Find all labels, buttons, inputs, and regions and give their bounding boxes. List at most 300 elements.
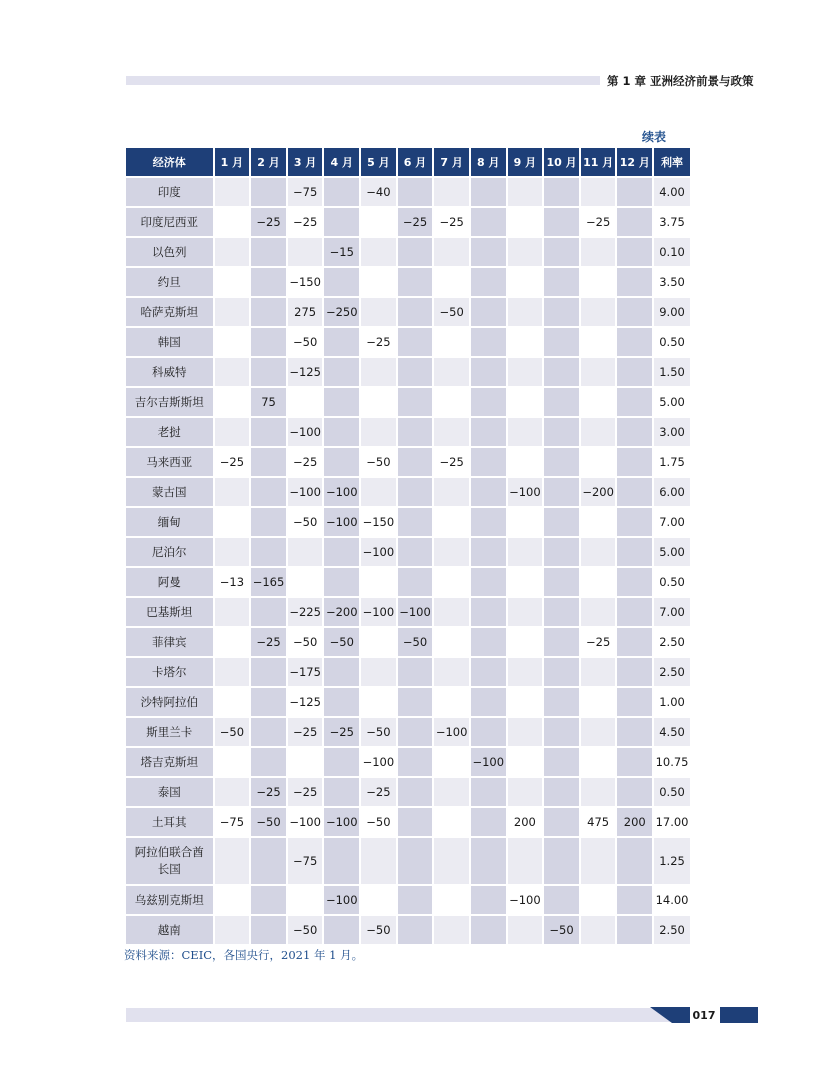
month-change-cell — [617, 238, 652, 266]
month-change-cell — [215, 388, 250, 416]
month-change-cell — [215, 778, 250, 806]
economy-name: 科威特 — [126, 358, 213, 386]
month-change-cell — [398, 568, 433, 596]
month-change-cell: −25 — [324, 718, 359, 746]
month-change-cell: −150 — [288, 268, 323, 296]
month-change-cell — [251, 358, 286, 386]
month-change-cell: −175 — [288, 658, 323, 686]
month-change-cell: −13 — [215, 568, 250, 596]
policy-rate-cell: 0.50 — [654, 778, 690, 806]
month-change-cell — [398, 298, 433, 326]
month-change-cell: −100 — [361, 538, 396, 566]
column-header-rate: 利率 — [654, 148, 690, 176]
economy-name: 阿拉伯联合酋长国 — [126, 838, 213, 884]
month-change-cell — [398, 508, 433, 536]
month-change-cell — [251, 448, 286, 476]
month-change-cell: −50 — [215, 718, 250, 746]
column-header-month: 4 月 — [324, 148, 359, 176]
month-change-cell — [434, 538, 469, 566]
economy-name: 吉尔吉斯斯坦 — [126, 388, 213, 416]
economy-name: 土耳其 — [126, 808, 213, 836]
month-change-cell — [581, 838, 616, 884]
month-change-cell — [398, 808, 433, 836]
policy-rate-cell: 0.50 — [654, 568, 690, 596]
month-change-cell — [508, 916, 543, 944]
month-change-cell — [471, 328, 506, 356]
economy-name: 越南 — [126, 916, 213, 944]
month-change-cell — [508, 688, 543, 716]
policy-rate-cell: 1.00 — [654, 688, 690, 716]
month-change-cell: −25 — [434, 448, 469, 476]
policy-rate-cell: 6.00 — [654, 478, 690, 506]
column-header-month: 7 月 — [434, 148, 469, 176]
column-header-month: 5 月 — [361, 148, 396, 176]
policy-rate-cell: 3.50 — [654, 268, 690, 296]
month-change-cell — [508, 328, 543, 356]
month-change-cell — [508, 448, 543, 476]
month-change-cell: −25 — [581, 628, 616, 656]
month-change-cell — [398, 448, 433, 476]
month-change-cell: −100 — [324, 886, 359, 914]
month-change-cell — [251, 886, 286, 914]
month-change-cell — [361, 658, 396, 686]
month-change-cell — [508, 508, 543, 536]
policy-rate-cell: 1.50 — [654, 358, 690, 386]
column-header-month: 1 月 — [215, 148, 250, 176]
economy-name: 以色列 — [126, 238, 213, 266]
month-change-cell — [215, 598, 250, 626]
month-change-cell — [581, 658, 616, 686]
month-change-cell: −100 — [288, 418, 323, 446]
month-change-cell — [398, 658, 433, 686]
policy-rate-cell: 7.00 — [654, 598, 690, 626]
month-change-cell — [434, 388, 469, 416]
month-change-cell — [471, 508, 506, 536]
month-change-cell — [324, 658, 359, 686]
month-change-cell — [324, 778, 359, 806]
column-header-month: 3 月 — [288, 148, 323, 176]
month-change-cell — [544, 748, 579, 776]
month-change-cell — [434, 358, 469, 386]
month-change-cell — [398, 748, 433, 776]
policy-rate-cell: 9.00 — [654, 298, 690, 326]
month-change-cell — [215, 478, 250, 506]
month-change-cell — [398, 838, 433, 884]
table-row — [126, 448, 690, 476]
month-change-cell — [215, 238, 250, 266]
month-change-cell — [617, 448, 652, 476]
economy-name: 乌兹别克斯坦 — [126, 886, 213, 914]
month-change-cell — [581, 268, 616, 296]
month-change-cell — [215, 838, 250, 884]
month-change-cell — [544, 238, 579, 266]
table-row — [126, 838, 690, 884]
month-change-cell — [544, 418, 579, 446]
continued-label: 续表 — [642, 130, 667, 144]
month-change-cell — [617, 598, 652, 626]
month-change-cell — [471, 298, 506, 326]
month-change-cell: 75 — [251, 388, 286, 416]
header-bar — [126, 76, 600, 85]
month-change-cell — [324, 688, 359, 716]
table-header-row — [126, 148, 690, 176]
month-change-cell — [434, 628, 469, 656]
month-change-cell — [361, 418, 396, 446]
month-change-cell — [398, 238, 433, 266]
month-change-cell — [544, 388, 579, 416]
month-change-cell: −50 — [361, 808, 396, 836]
month-change-cell — [581, 298, 616, 326]
table-row — [126, 808, 690, 836]
month-change-cell: −50 — [434, 298, 469, 326]
economy-name: 菲律宾 — [126, 628, 213, 656]
month-change-cell: −100 — [471, 748, 506, 776]
economy-name: 斯里兰卡 — [126, 718, 213, 746]
month-change-cell — [288, 388, 323, 416]
economy-name: 泰国 — [126, 778, 213, 806]
table-row — [126, 358, 690, 386]
table-row — [126, 508, 690, 536]
month-change-cell — [617, 748, 652, 776]
month-change-cell — [434, 478, 469, 506]
month-change-cell — [508, 358, 543, 386]
month-change-cell — [434, 916, 469, 944]
month-change-cell: −50 — [398, 628, 433, 656]
month-change-cell: −25 — [398, 208, 433, 236]
month-change-cell: −25 — [434, 208, 469, 236]
column-header-month: 11 月 — [581, 148, 616, 176]
policy-rate-cell: 10.75 — [654, 748, 690, 776]
month-change-cell: −225 — [288, 598, 323, 626]
policy-rate-cell: 2.50 — [654, 658, 690, 686]
month-change-cell: −100 — [361, 748, 396, 776]
month-change-cell — [617, 628, 652, 656]
month-change-cell — [581, 388, 616, 416]
month-change-cell — [508, 628, 543, 656]
policy-rate-cell: 3.75 — [654, 208, 690, 236]
month-change-cell — [617, 178, 652, 206]
month-change-cell: −40 — [361, 178, 396, 206]
month-change-cell — [617, 358, 652, 386]
month-change-cell — [617, 916, 652, 944]
month-change-cell — [251, 478, 286, 506]
month-change-cell — [581, 688, 616, 716]
month-change-cell — [434, 178, 469, 206]
month-change-cell: −100 — [508, 478, 543, 506]
month-change-cell — [471, 886, 506, 914]
policy-rate-cell: 14.00 — [654, 886, 690, 914]
month-change-cell — [471, 538, 506, 566]
economy-name: 哈萨克斯坦 — [126, 298, 213, 326]
month-change-cell — [471, 688, 506, 716]
month-change-cell — [251, 916, 286, 944]
month-change-cell — [215, 358, 250, 386]
month-change-cell — [434, 328, 469, 356]
month-change-cell — [398, 358, 433, 386]
month-change-cell — [471, 448, 506, 476]
month-change-cell — [617, 778, 652, 806]
table-row — [126, 298, 690, 326]
month-change-cell — [508, 778, 543, 806]
policy-rate-cell: 0.50 — [654, 328, 690, 356]
month-change-cell — [398, 916, 433, 944]
month-change-cell — [544, 568, 579, 596]
month-change-cell — [471, 478, 506, 506]
table-row — [126, 388, 690, 416]
table-row — [126, 916, 690, 944]
month-change-cell — [471, 238, 506, 266]
month-change-cell — [215, 298, 250, 326]
month-change-cell: −200 — [581, 478, 616, 506]
month-change-cell — [544, 298, 579, 326]
month-change-cell — [215, 658, 250, 686]
month-change-cell — [617, 388, 652, 416]
month-change-cell — [215, 748, 250, 776]
month-change-cell — [288, 886, 323, 914]
economy-name: 蒙古国 — [126, 478, 213, 506]
month-change-cell — [508, 268, 543, 296]
month-change-cell — [544, 808, 579, 836]
economy-name: 缅甸 — [126, 508, 213, 536]
month-change-cell — [471, 268, 506, 296]
month-change-cell — [544, 358, 579, 386]
month-change-cell — [544, 208, 579, 236]
month-change-cell: −25 — [288, 448, 323, 476]
month-change-cell — [434, 598, 469, 626]
month-change-cell — [508, 298, 543, 326]
month-change-cell: −100 — [288, 478, 323, 506]
month-change-cell — [215, 328, 250, 356]
month-change-cell: −25 — [251, 208, 286, 236]
month-change-cell — [251, 178, 286, 206]
month-change-cell — [617, 658, 652, 686]
month-change-cell — [361, 886, 396, 914]
economy-name: 巴基斯坦 — [126, 598, 213, 626]
economy-name: 马来西亚 — [126, 448, 213, 476]
month-change-cell — [324, 178, 359, 206]
page-number: 017 — [692, 1009, 716, 1022]
month-change-cell — [544, 718, 579, 746]
month-change-cell — [398, 418, 433, 446]
month-change-cell — [508, 838, 543, 884]
month-change-cell — [251, 688, 286, 716]
month-change-cell — [288, 748, 323, 776]
month-change-cell: −200 — [324, 598, 359, 626]
month-change-cell — [617, 508, 652, 536]
month-change-cell — [581, 178, 616, 206]
month-change-cell — [617, 268, 652, 296]
month-change-cell — [544, 598, 579, 626]
month-change-cell — [508, 658, 543, 686]
month-change-cell — [544, 508, 579, 536]
month-change-cell — [508, 418, 543, 446]
economy-name: 约旦 — [126, 268, 213, 296]
month-change-cell — [471, 598, 506, 626]
month-change-cell — [361, 628, 396, 656]
month-change-cell: −25 — [288, 718, 323, 746]
month-change-cell — [324, 538, 359, 566]
month-change-cell: −50 — [361, 448, 396, 476]
policy-rate-cell: 0.10 — [654, 238, 690, 266]
month-change-cell — [361, 358, 396, 386]
month-change-cell — [434, 418, 469, 446]
month-change-cell — [361, 688, 396, 716]
month-change-cell — [398, 886, 433, 914]
month-change-cell — [434, 748, 469, 776]
source-note: 资料来源：CEIC，各国央行，2021 年 1 月。 — [124, 948, 364, 962]
month-change-cell — [471, 808, 506, 836]
policy-rate-cell: 7.00 — [654, 508, 690, 536]
month-change-cell — [581, 718, 616, 746]
month-change-cell — [251, 508, 286, 536]
month-change-cell — [398, 688, 433, 716]
column-header-month: 12 月 — [617, 148, 652, 176]
month-change-cell — [434, 658, 469, 686]
month-change-cell — [324, 568, 359, 596]
month-change-cell: 200 — [617, 808, 652, 836]
policy-rate-cell: 1.25 — [654, 838, 690, 884]
month-change-cell — [581, 358, 616, 386]
month-change-cell — [471, 178, 506, 206]
economy-name: 卡塔尔 — [126, 658, 213, 686]
month-change-cell — [471, 628, 506, 656]
month-change-cell — [434, 688, 469, 716]
interest-rate-table — [124, 146, 692, 946]
table-row — [126, 538, 690, 566]
month-change-cell — [398, 718, 433, 746]
table-row — [126, 628, 690, 656]
month-change-cell — [324, 748, 359, 776]
month-change-cell — [508, 538, 543, 566]
month-change-cell — [471, 568, 506, 596]
month-change-cell — [471, 418, 506, 446]
table-row — [126, 568, 690, 596]
month-change-cell — [434, 268, 469, 296]
month-change-cell — [581, 778, 616, 806]
policy-rate-cell: 5.00 — [654, 388, 690, 416]
table-row — [126, 718, 690, 746]
month-change-cell: −50 — [288, 628, 323, 656]
table-row — [126, 778, 690, 806]
month-change-cell — [398, 268, 433, 296]
month-change-cell — [398, 178, 433, 206]
month-change-cell: −50 — [324, 628, 359, 656]
footer-end-block — [720, 1007, 758, 1023]
month-change-cell — [215, 916, 250, 944]
economy-name: 印度 — [126, 178, 213, 206]
month-change-cell — [251, 268, 286, 296]
month-change-cell — [434, 778, 469, 806]
month-change-cell: −25 — [215, 448, 250, 476]
table-row — [126, 208, 690, 236]
month-change-cell — [324, 418, 359, 446]
month-change-cell — [251, 718, 286, 746]
table-body — [126, 178, 690, 944]
month-change-cell — [215, 178, 250, 206]
month-change-cell: −25 — [288, 208, 323, 236]
table-row — [126, 178, 690, 206]
month-change-cell — [398, 778, 433, 806]
month-change-cell — [617, 568, 652, 596]
month-change-cell — [544, 658, 579, 686]
month-change-cell: −250 — [324, 298, 359, 326]
month-change-cell: −100 — [361, 598, 396, 626]
month-change-cell — [324, 268, 359, 296]
month-change-cell — [617, 688, 652, 716]
economy-name: 尼泊尔 — [126, 538, 213, 566]
month-change-cell — [617, 886, 652, 914]
policy-rate-cell: 4.00 — [654, 178, 690, 206]
month-change-cell — [508, 568, 543, 596]
month-change-cell — [361, 568, 396, 596]
month-change-cell — [324, 328, 359, 356]
table-row — [126, 658, 690, 686]
month-change-cell — [324, 838, 359, 884]
month-change-cell — [508, 238, 543, 266]
month-change-cell: −15 — [324, 238, 359, 266]
month-change-cell — [581, 886, 616, 914]
month-change-cell: −25 — [361, 778, 396, 806]
month-change-cell: −25 — [251, 778, 286, 806]
month-change-cell — [434, 808, 469, 836]
month-change-cell — [544, 838, 579, 884]
month-change-cell — [508, 208, 543, 236]
month-change-cell — [288, 238, 323, 266]
month-change-cell: −25 — [361, 328, 396, 356]
month-change-cell — [544, 478, 579, 506]
column-header-economy: 经济体 — [126, 148, 213, 176]
month-change-cell: −50 — [251, 808, 286, 836]
month-change-cell — [544, 178, 579, 206]
month-change-cell: −50 — [361, 718, 396, 746]
month-change-cell — [324, 388, 359, 416]
month-change-cell — [617, 838, 652, 884]
policy-rate-cell: 2.50 — [654, 916, 690, 944]
month-change-cell — [215, 688, 250, 716]
economy-name: 塔吉克斯坦 — [126, 748, 213, 776]
month-change-cell — [471, 838, 506, 884]
month-change-cell — [544, 328, 579, 356]
table-row — [126, 268, 690, 296]
policy-rate-cell: 17.00 — [654, 808, 690, 836]
economy-name: 沙特阿拉伯 — [126, 688, 213, 716]
month-change-cell — [251, 838, 286, 884]
month-change-cell: −75 — [215, 808, 250, 836]
month-change-cell — [251, 328, 286, 356]
policy-rate-cell: 1.75 — [654, 448, 690, 476]
policy-rate-cell: 5.00 — [654, 538, 690, 566]
table-row — [126, 886, 690, 914]
month-change-cell — [544, 688, 579, 716]
month-change-cell — [617, 538, 652, 566]
month-change-cell — [398, 388, 433, 416]
month-change-cell: −75 — [288, 838, 323, 884]
month-change-cell: −50 — [288, 508, 323, 536]
month-change-cell — [471, 916, 506, 944]
month-change-cell — [581, 598, 616, 626]
month-change-cell — [581, 238, 616, 266]
month-change-cell — [361, 208, 396, 236]
column-header-month: 10 月 — [544, 148, 579, 176]
month-change-cell — [581, 448, 616, 476]
month-change-cell — [544, 268, 579, 296]
month-change-cell — [398, 478, 433, 506]
column-header-month: 6 月 — [398, 148, 433, 176]
month-change-cell — [251, 238, 286, 266]
chapter-title: 第 1 章 亚洲经济前景与政策 — [607, 74, 754, 88]
month-change-cell — [544, 886, 579, 914]
month-change-cell — [398, 328, 433, 356]
